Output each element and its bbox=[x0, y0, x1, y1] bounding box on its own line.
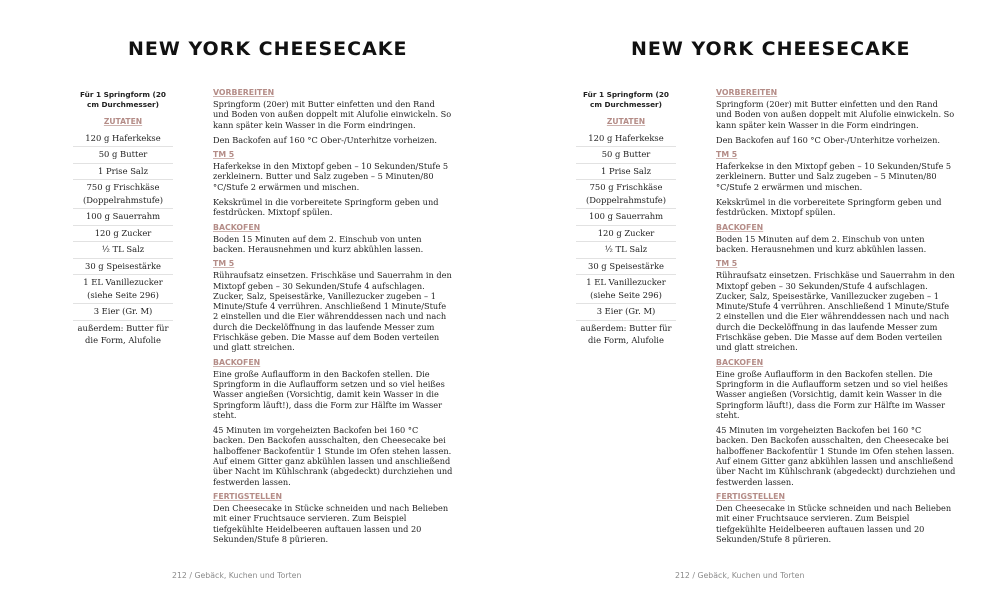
ingredient-item: 120 g Haferkekse bbox=[576, 131, 676, 148]
ingredient-item: 1 Prise Salz bbox=[576, 164, 676, 181]
section-paragraph: Eine große Auflaufform in den Backofen stellen. Die Springform in die Auflaufform setzen und so viel heißes Wasser angießen (Vorsichtig, damit kein Wasser in die Springform läuft!), dass die Form zur Hälfte im Wasser steht. bbox=[716, 368, 948, 420]
section-paragraph: Den Cheesecake in Stücke schneiden und nach Belieben mit einer Fruchtsauce servieren. Zum Beispiel tiefgekühlte Heidelbeeren auftauen lassen und 20 Sekunden/Stufe 8 pürieren. bbox=[213, 502, 449, 544]
step-section bbox=[213, 88, 453, 145]
left-page bbox=[0, 0, 502, 600]
steps-column bbox=[716, 88, 956, 549]
section-paragraph: Den Cheesecake in Stücke schneiden und nach Belieben mit einer Fruchtsauce servieren. Zum Beispiel tiefgekühlte Heidelbeeren auftauen lassen und 20 Sekunden/Stufe 8 pürieren. bbox=[716, 502, 952, 544]
steps-column bbox=[213, 88, 453, 549]
ingredient-item: 3 Eier (Gr. M) bbox=[73, 304, 173, 321]
step-section bbox=[213, 492, 453, 544]
section-paragraph: Kekskrümel in die vorbereitete Springform geben und festdrücken. Mixtopf spülen. bbox=[213, 197, 439, 218]
step-section bbox=[213, 223, 453, 255]
step-section bbox=[716, 223, 956, 255]
step-section bbox=[716, 88, 956, 145]
ingredients-column bbox=[576, 90, 676, 349]
section-heading: TM 5 bbox=[213, 259, 235, 269]
section-heading: BACKOFEN bbox=[716, 357, 764, 367]
page-footer: 212 / Gebäck, Kuchen und Torten bbox=[675, 571, 805, 580]
page-title: NEW YORK CHEESECAKE bbox=[631, 38, 911, 60]
ingredient-item: 30 g Speisestärke bbox=[73, 259, 173, 276]
right-page bbox=[503, 0, 1005, 600]
section-paragraph: Eine große Auflaufform in den Backofen stellen. Die Springform in die Auflaufform setzen und so viel heißes Wasser angießen (Vorsichtig, damit kein Wasser in die Springform läuft!), dass die Form zur Hälfte im Wasser steht. bbox=[213, 368, 445, 420]
step-section bbox=[716, 259, 956, 352]
section-paragraph: Springform (20er) mit Butter einfetten und den Rand und Boden von außen doppelt mit Alufolie einwickeln. So kann später kein Wasser in die Form eindringen. bbox=[716, 99, 955, 130]
step-section bbox=[213, 259, 453, 352]
section-heading: BACKOFEN bbox=[213, 222, 261, 232]
ingredient-item: 50 g Butter bbox=[73, 147, 173, 164]
step-section bbox=[213, 358, 453, 487]
step-section bbox=[213, 150, 453, 217]
section-paragraph: Kekskrümel in die vorbereitete Springform geben und festdrücken. Mixtopf spülen. bbox=[716, 197, 942, 218]
ingredient-item: außerdem: Butter für die Form, Alufolie bbox=[580, 322, 672, 345]
step-section bbox=[716, 358, 956, 487]
section-paragraph: 45 Minuten im vorgeheizten Backofen bei 160 °C backen. Den Backofen ausschalten, den Cheesecake bei halboffener Backofentür 1 Stunde im Ofen stehen lassen. Auf einem Gitter ganz abkühlen lassen und anschließend über Nacht im Kühlschrank (abgedeckt) durchziehen und festwerden lassen. bbox=[213, 425, 453, 487]
ingredient-item: 1 EL Vanillezucker (siehe Seite 296) bbox=[73, 275, 173, 304]
ingredient-item: 3 Eier (Gr. M) bbox=[576, 304, 676, 321]
step-section bbox=[716, 492, 956, 544]
ingredients-list bbox=[576, 131, 676, 349]
ingredient-item: 1 Prise Salz bbox=[73, 164, 173, 181]
ingredients-heading: ZUTATEN bbox=[606, 117, 646, 126]
section-heading: TM 5 bbox=[716, 150, 738, 160]
page-footer: 212 / Gebäck, Kuchen und Torten bbox=[172, 571, 302, 580]
section-paragraph: Den Backofen auf 160 °C Ober-/Unterhitze vorheizen. bbox=[716, 134, 941, 145]
section-paragraph: Boden 15 Minuten auf dem 2. Einschub von unten backen. Herausnehmen und kurz abkühlen lassen. bbox=[716, 233, 927, 254]
ingredient-item: 750 g Frischkäse (Doppelrahmstufe) bbox=[576, 180, 676, 209]
ingredient-item: 1 EL Vanillezucker (siehe Seite 296) bbox=[576, 275, 676, 304]
ingredient-item: 750 g Frischkäse (Doppelrahmstufe) bbox=[73, 180, 173, 209]
step-section bbox=[716, 150, 956, 217]
ingredient-item: 120 g Haferkekse bbox=[73, 131, 173, 148]
section-paragraph: Springform (20er) mit Butter einfetten und den Rand und Boden von außen doppelt mit Alufolie einwickeln. So kann später kein Wasser in die Form eindringen. bbox=[213, 99, 452, 130]
section-heading: FERTIGSTELLEN bbox=[716, 491, 785, 501]
ingredient-item: außerdem: Butter für die Form, Alufolie bbox=[77, 322, 169, 345]
ingredient-item: ½ TL Salz bbox=[73, 242, 173, 259]
section-paragraph: Boden 15 Minuten auf dem 2. Einschub von unten backen. Herausnehmen und kurz abkühlen lassen. bbox=[213, 233, 424, 254]
ingredients-heading: ZUTATEN bbox=[103, 117, 143, 126]
ingredient-item: 30 g Speisestärke bbox=[576, 259, 676, 276]
ingredient-item: ½ TL Salz bbox=[576, 242, 676, 259]
section-heading: VORBEREITEN bbox=[716, 88, 778, 97]
section-heading: VORBEREITEN bbox=[213, 88, 275, 97]
ingredient-item: 50 g Butter bbox=[576, 147, 676, 164]
section-heading: BACKOFEN bbox=[716, 222, 764, 232]
section-paragraph: 45 Minuten im vorgeheizten Backofen bei 160 °C backen. Den Backofen ausschalten, den Cheesecake bei halboffener Backofentür 1 Stunde im Ofen stehen lassen. Auf einem Gitter ganz abkühlen lassen und anschließend über Nacht im Kühlschrank (abgedeckt) durchziehen und festwerden lassen. bbox=[716, 425, 956, 487]
ingredient-item: 120 g Zucker bbox=[576, 226, 676, 243]
ingredient-item: 120 g Zucker bbox=[73, 226, 173, 243]
section-heading: BACKOFEN bbox=[213, 357, 261, 367]
ingredient-item: 100 g Sauerrahm bbox=[73, 209, 173, 226]
ingredients-column bbox=[73, 90, 173, 349]
ingredient-item: 100 g Sauerrahm bbox=[576, 209, 676, 226]
section-paragraph: Haferkekse in den Mixtopf geben – 10 Sekunden/Stufe 5 zerkleinern. Butter und Salz zugeben – 5 Minuten/80 °C/Stufe 2 erwärmen und mischen. bbox=[213, 161, 449, 192]
section-paragraph: Den Backofen auf 160 °C Ober-/Unterhitze vorheizen. bbox=[213, 134, 438, 145]
section-heading: FERTIGSTELLEN bbox=[213, 491, 282, 501]
section-heading: TM 5 bbox=[716, 259, 738, 269]
page-title: NEW YORK CHEESECAKE bbox=[128, 38, 408, 60]
yield-text: Für 1 Springform (20 cm Durchmesser) bbox=[80, 90, 166, 109]
yield-text: Für 1 Springform (20 cm Durchmesser) bbox=[583, 90, 669, 109]
section-paragraph: Haferkekse in den Mixtopf geben – 10 Sekunden/Stufe 5 zerkleinern. Butter und Salz zugeben – 5 Minuten/80 °C/Stufe 2 erwärmen und mischen. bbox=[716, 161, 952, 192]
ingredients-list bbox=[73, 131, 173, 349]
section-paragraph: Rühraufsatz einsetzen. Frischkäse und Sauerrahm in den Mixtopf geben – 30 Sekunden/Stufe 4 aufschlagen. Zucker, Salz, Speisestärke, Vanillezucker zugeben – 1 Minute/Stufe 4 verrühren. Anschließend 1 Minute/Stufe 2 einstellen und die Eier währenddessen nach und nach durch die Deckelöffnung in das laufende Messer zum Frischkäse geben. Die Masse auf dem Boden verteilen und glatt streichen. bbox=[213, 270, 452, 353]
section-paragraph: Rühraufsatz einsetzen. Frischkäse und Sauerrahm in den Mixtopf geben – 30 Sekunden/Stufe 4 aufschlagen. Zucker, Salz, Speisestärke, Vanillezucker zugeben – 1 Minute/Stufe 4 verrühren. Anschließend 1 Minute/Stufe 2 einstellen und die Eier währenddessen nach und nach durch die Deckelöffnung in das laufende Messer zum Frischkäse geben. Die Masse auf dem Boden verteilen und glatt streichen. bbox=[716, 270, 955, 353]
section-heading: TM 5 bbox=[213, 150, 235, 160]
